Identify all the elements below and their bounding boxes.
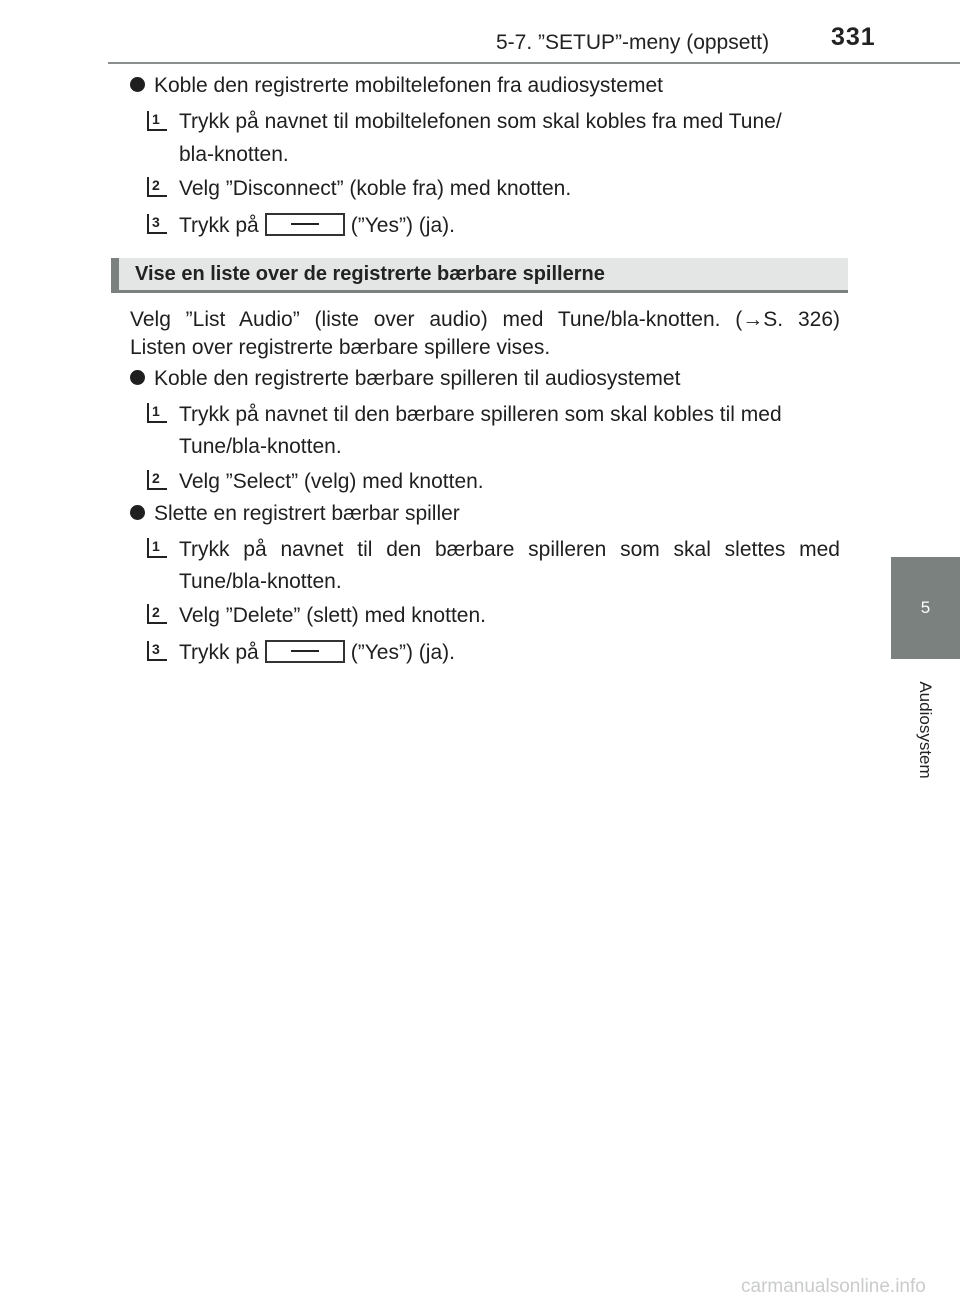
bullet-text: Slette en registrert bærbar spiller bbox=[154, 502, 460, 525]
step-number-badge: 2 bbox=[147, 604, 167, 624]
header-divider bbox=[108, 62, 960, 64]
chapter-tab bbox=[891, 557, 960, 659]
section-title: Vise en liste over de registrerte bærbare spillerne bbox=[135, 263, 605, 285]
step-text: Velg ”Disconnect” (koble fra) med knotten. bbox=[179, 177, 572, 200]
bullet-icon bbox=[130, 370, 145, 385]
bullet-icon bbox=[130, 505, 145, 520]
page-number: 331 bbox=[831, 23, 876, 51]
step-number-badge: 3 bbox=[147, 214, 167, 234]
chapter-label: Audiosystem bbox=[916, 681, 935, 779]
step-number-badge: 2 bbox=[147, 470, 167, 490]
bullet-icon bbox=[130, 77, 145, 92]
step-text-continued: Tune/bla-knotten. bbox=[179, 435, 342, 458]
yes-button-icon bbox=[265, 213, 345, 236]
header-section-title: 5-7. ”SETUP”-meny (oppsett) bbox=[496, 31, 770, 54]
bullet-item bbox=[130, 73, 663, 98]
intro-text: Velg ”List Audio” (liste over audio) med Tune/bla-knotten. (→S. 326) bbox=[130, 308, 840, 331]
step-text: Trykk på navnet til den bærbare spilleren som skal slettes med bbox=[179, 538, 840, 561]
step-text: Trykk på navnet til mobiltelefonen som skal kobles fra med Tune/ bbox=[179, 110, 782, 133]
step-number-badge: 2 bbox=[147, 177, 167, 197]
step-text-continued: Tune/bla-knotten. bbox=[179, 570, 342, 593]
step-number-badge: 3 bbox=[147, 641, 167, 661]
watermark: carmanualsonline.info bbox=[741, 1276, 926, 1297]
step-number-badge: 1 bbox=[147, 111, 167, 131]
step-text: Velg ”Select” (velg) med knotten. bbox=[179, 470, 484, 493]
step-text: Trykk på (”Yes”) (ja). bbox=[179, 641, 455, 664]
step-text-continued: bla-knotten. bbox=[179, 143, 289, 166]
section-heading bbox=[111, 258, 848, 293]
intro-text-continued: Listen over registrerte bærbare spillere vises. bbox=[130, 336, 551, 359]
chapter-number: 5 bbox=[920, 598, 931, 617]
bullet-item bbox=[130, 501, 460, 526]
bullet-text: Koble den registrerte bærbare spilleren til audiosystemet bbox=[154, 367, 681, 390]
yes-button-icon bbox=[265, 640, 345, 663]
step-number-badge: 1 bbox=[147, 403, 167, 423]
step-number-badge: 1 bbox=[147, 538, 167, 558]
bullet-item bbox=[130, 366, 680, 391]
step-text: Trykk på (”Yes”) (ja). bbox=[179, 214, 455, 237]
step-text: Velg ”Delete” (slett) med knotten. bbox=[179, 604, 486, 627]
bullet-text: Koble den registrerte mobiltelefonen fra audiosystemet bbox=[154, 74, 663, 97]
step-text: Trykk på navnet til den bærbare spilleren som skal kobles til med bbox=[179, 403, 782, 426]
